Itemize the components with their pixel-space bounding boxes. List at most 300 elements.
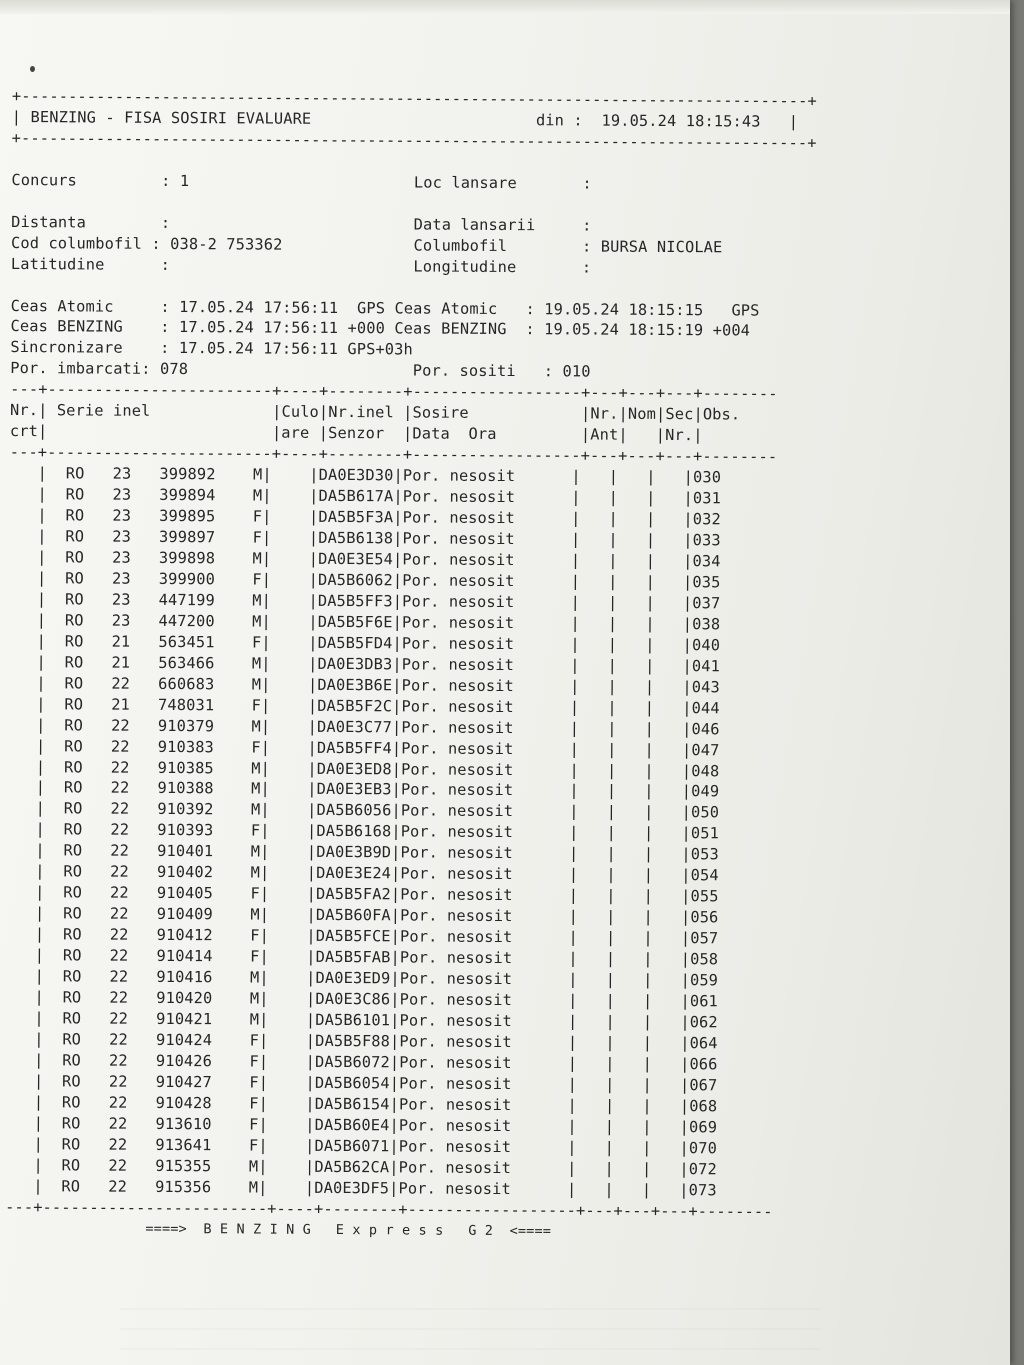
ring-year: 22: [109, 925, 129, 944]
arrival-status: Por. nesosit: [401, 676, 514, 695]
rule-text: [189, 172, 414, 191]
rule-text: [129, 863, 157, 881]
rule-text: [81, 1009, 109, 1027]
rule-text: [81, 967, 109, 985]
rule-text: | | | |: [513, 802, 692, 822]
rule-text: | | | |: [511, 1032, 690, 1053]
rule-text: :: [113, 297, 180, 316]
ring-number: 910427: [155, 1072, 212, 1092]
obs-number: 062: [689, 1013, 718, 1032]
sensor-id: DA5B617A: [318, 486, 394, 506]
rule-text: [82, 842, 110, 860]
sensor-id: DA0E3DF5: [314, 1178, 390, 1197]
rule-text: ---+------------------------+----+--------+------------------+---+---+---+--------: [5, 1197, 773, 1221]
rule-text: |: [309, 424, 329, 443]
rule-text: | |: [259, 989, 316, 1008]
arrival-status: Por. nesosit: [400, 885, 513, 905]
rule-text: [129, 779, 157, 797]
rule-text: |: [391, 843, 401, 862]
ring-number: 399900: [158, 569, 216, 589]
obs-number: 064: [689, 1034, 718, 1053]
rule-text: | |: [258, 1031, 316, 1050]
obs-number: 069: [689, 1117, 718, 1137]
sensor-id: DA5B60E4: [314, 1115, 390, 1135]
rule-text: ---+------------------------+----+--------+------------------+---+---+---+--------: [9, 443, 778, 466]
arrival-status: Por. nesosit: [398, 1095, 512, 1114]
obs-number: 040: [691, 635, 721, 655]
sex-code: F: [249, 1073, 259, 1092]
arrival-status: Por. nesosit: [399, 1074, 512, 1093]
paper-edge: [0, 0, 1010, 14]
rule-text: |: [389, 1178, 399, 1197]
rule-text: |: [6, 1029, 63, 1049]
sensor-id: DA0E3E24: [316, 864, 392, 883]
obs-number: 050: [690, 803, 720, 822]
rule-text: | | | |: [515, 488, 693, 508]
sensor-id: DA5B5FA2: [316, 885, 392, 904]
ring-number: 399892: [159, 465, 216, 484]
rule-text: [131, 465, 159, 483]
ring-year: 22: [110, 862, 129, 881]
rule-text: [83, 779, 111, 797]
rule-text: [215, 591, 253, 609]
sex-code: M: [251, 654, 262, 673]
rule-text: [81, 1093, 109, 1111]
clock-value: 19.05.24 18:15:15: [544, 299, 704, 319]
sex-code: M: [250, 800, 261, 819]
sex-code: F: [250, 821, 261, 840]
arrival-status: Por. nesosit: [402, 550, 515, 570]
rule-text: |: [11, 107, 31, 127]
ring-year: 22: [110, 800, 130, 819]
ring-country: RO: [63, 757, 83, 776]
rule-text: |: [693, 405, 703, 424]
rule-text: [84, 548, 112, 566]
ring-year: 22: [108, 1114, 128, 1133]
rule-text: | | | |: [513, 676, 692, 696]
ring-number: 910388: [157, 779, 214, 798]
ring-year: 23: [111, 611, 131, 630]
rule-text: [188, 360, 413, 379]
rule-text: [130, 653, 158, 671]
rule-text: [130, 716, 158, 734]
ring-number: 399897: [159, 527, 216, 547]
sensor-id: DA5B6168: [316, 822, 392, 841]
field-value: 1: [179, 171, 190, 190]
rule-text: | | | |: [513, 739, 692, 759]
rule-text: | | | |: [511, 1095, 690, 1115]
sex-code: F: [250, 884, 260, 903]
sex-code: M: [252, 486, 263, 505]
ring-year: 22: [110, 779, 130, 798]
arrival-status: Por. nesosit: [399, 1011, 512, 1031]
ring-year: 23: [112, 506, 132, 525]
rule-text: [127, 1114, 155, 1132]
rule-text: [131, 549, 159, 567]
rule-text: |: [7, 757, 65, 776]
rule-text: [214, 654, 252, 672]
rule-text: | |: [258, 1178, 315, 1197]
rule-text: [81, 1030, 109, 1048]
rule-text: | | | |: [514, 613, 693, 633]
rule-text: :: [497, 299, 545, 318]
rule-text: | |: [259, 863, 317, 883]
rule-text: |: [392, 676, 402, 695]
rule-text: [83, 632, 111, 650]
rule-text: |: [390, 969, 400, 988]
rule-text: [385, 299, 394, 317]
ring-number: 915356: [155, 1177, 212, 1196]
obs-number: 058: [690, 950, 719, 969]
rule-text: | |: [258, 1136, 315, 1155]
obs-number: 044: [691, 698, 720, 717]
rule-text: |: [389, 1053, 400, 1072]
rule-text: |: [38, 401, 57, 420]
sensor-id: DA0E3C86: [315, 989, 391, 1009]
rule-text: | | | |: [512, 970, 691, 990]
clock-suffix: GPS: [731, 300, 760, 320]
rule-text: | | | |: [514, 655, 692, 675]
rule-text: [129, 800, 157, 818]
rule-text: [213, 864, 251, 882]
rule-text: [130, 633, 158, 651]
rule-text: | |: [260, 842, 317, 862]
rule-text: [703, 301, 731, 319]
obs-number: 051: [690, 824, 720, 843]
rule-text: [84, 465, 112, 483]
rule-text: |: [7, 799, 64, 818]
rule-text: |: [618, 405, 628, 424]
ring-number: 910426: [155, 1051, 213, 1071]
rule-text: | | | |: [510, 1158, 689, 1178]
rule-text: | |: [258, 1073, 315, 1092]
obs-number: 035: [692, 573, 721, 592]
ring-country: RO: [62, 967, 82, 986]
arrival-status: Por. nesosit: [399, 1053, 512, 1072]
rule-text: |: [5, 1134, 62, 1153]
rule-text: [131, 507, 159, 525]
ring-year: 22: [108, 1156, 128, 1175]
field-value: BURSA NICOLAE: [600, 237, 723, 257]
rule-text: [213, 843, 251, 861]
rule-text: [214, 738, 252, 756]
rule-text: :: [142, 234, 171, 253]
rule-text: [213, 947, 251, 965]
ring-country: RO: [64, 674, 84, 693]
rule-text: [214, 801, 252, 819]
ring-country: RO: [61, 1093, 81, 1112]
rule-text: [385, 320, 394, 338]
rule-text: ---+------------------------+----+--------+------------------+---+---+---+--------: [10, 380, 778, 404]
rule-text: [127, 1177, 155, 1195]
ring-number: 563466: [158, 653, 215, 672]
clock-label: Ceas BENZING: [10, 317, 123, 337]
ring-number: 910405: [156, 884, 214, 903]
field-label: Concurs: [11, 170, 78, 190]
rule-text: [338, 340, 347, 358]
ring-country: RO: [65, 464, 85, 483]
rule-text: :: [516, 257, 601, 277]
rule-text: [11, 192, 20, 210]
obs-number: 041: [691, 656, 721, 676]
clock-suffix: +004: [712, 321, 751, 340]
rule-text: |: [6, 925, 64, 944]
sex-code: M: [251, 779, 261, 798]
rule-text: | | | |: [512, 949, 691, 969]
rule-text: [131, 591, 159, 609]
obs-number: 032: [692, 510, 721, 529]
arrival-status: Por. nesosit: [400, 864, 513, 884]
rule-text: |: [760, 112, 799, 131]
ring-year: 21: [111, 632, 131, 651]
ring-year: 22: [111, 674, 131, 693]
sensor-id: DA5B5FD4: [317, 633, 393, 653]
rule-text: |: [390, 1032, 400, 1051]
rule-text: [131, 570, 159, 588]
sex-code: F: [251, 738, 261, 757]
ring-number: 447200: [158, 611, 215, 631]
rule-text: | |: [260, 717, 318, 736]
rule-text: | |: [259, 926, 316, 945]
rule-text: :: [516, 173, 602, 193]
sex-code: M: [249, 968, 260, 987]
ring-year: 22: [110, 820, 130, 840]
rule-text: | | | |: [513, 760, 692, 780]
arrival-status: Por. nesosit: [401, 634, 515, 653]
arrival-status: Por. nesosit: [399, 969, 513, 989]
rule-text: [84, 590, 112, 608]
rule-text: | | | |: [513, 781, 692, 801]
rule-text: | | | |: [512, 865, 691, 885]
rule-text: |: [8, 589, 66, 609]
ring-year: 21: [111, 695, 131, 714]
ring-country: RO: [63, 820, 83, 839]
ring-country: RO: [62, 1030, 82, 1049]
rule-text: [212, 1052, 250, 1070]
rule-text: | |: [259, 1010, 316, 1029]
embarked-count: 078: [159, 360, 189, 379]
ring-country: RO: [64, 632, 84, 651]
sex-code: F: [250, 947, 260, 966]
rule-text: [212, 989, 250, 1007]
rule-text: [130, 695, 158, 713]
rule-text: [82, 905, 110, 923]
arrival-status: Por. nesosit: [402, 466, 516, 486]
sex-code: F: [249, 1115, 259, 1134]
sensor-id: DA5B5FAB: [315, 947, 391, 967]
ring-year: 22: [110, 841, 130, 861]
ring-number: 910383: [157, 737, 215, 756]
sex-code: M: [253, 465, 263, 484]
col-header: Data Ora: [412, 424, 497, 444]
ring-country: RO: [63, 799, 83, 818]
rule-text: [82, 863, 110, 881]
rule-text: :: [76, 171, 180, 190]
arrival-status: Por. nesosit: [400, 780, 514, 800]
rule-text: |: [393, 466, 403, 485]
ring-number: 910416: [156, 967, 213, 987]
rule-text: [214, 759, 252, 777]
rule-text: | | | |: [511, 1012, 690, 1032]
rule-text: [131, 486, 159, 504]
rule-text: | | | |: [514, 592, 693, 613]
ring-country: RO: [63, 883, 83, 902]
rule-text: [83, 737, 111, 755]
obs-number: 053: [690, 845, 719, 864]
obs-number: 033: [692, 531, 721, 550]
rule-text: |: [6, 967, 63, 986]
clock-value: 17.05.24 17:56:11: [178, 339, 339, 359]
rule-text: |: [392, 550, 403, 569]
rule-text: [128, 968, 156, 986]
rule-text: | | | |: [512, 907, 691, 927]
rule-text: :: [141, 360, 161, 379]
sensor-id: DA5B5F3A: [318, 507, 394, 527]
rule-text: |: [8, 652, 65, 672]
rule-text: [128, 989, 156, 1007]
rule-text: [82, 800, 110, 818]
rule-text: [213, 968, 251, 986]
ring-year: 22: [109, 1009, 129, 1028]
ring-country: RO: [61, 1176, 81, 1195]
rule-text: | |: [259, 968, 316, 987]
sex-code: M: [248, 1157, 259, 1176]
rule-text: |: [390, 906, 401, 925]
rule-text: [84, 569, 112, 587]
rule-text: |: [7, 841, 64, 860]
clock-value: 17.05.24 17:56:11: [179, 297, 339, 317]
rule-text: |: [392, 634, 402, 653]
sex-code: M: [252, 591, 262, 610]
rule-text: +------------------------------------------------------------------------------------+: [11, 86, 817, 110]
ring-year: 23: [112, 464, 132, 483]
rule-text: [84, 527, 112, 545]
arrival-status: Por. nesosit: [400, 927, 513, 947]
rule-text: :: [515, 362, 563, 381]
ring-number: 910428: [155, 1093, 212, 1112]
rule-text: [80, 1177, 108, 1195]
sensor-id: DA5B6056: [316, 801, 392, 820]
obs-number: 047: [691, 740, 720, 759]
ring-country: RO: [64, 715, 84, 735]
sex-code: M: [248, 1178, 259, 1197]
rule-text: | |: [261, 675, 318, 694]
rule-text: |: [389, 1116, 399, 1135]
ring-number: 910421: [156, 1009, 213, 1029]
ring-year: 23: [111, 569, 131, 588]
rule-text: [215, 507, 253, 525]
ring-year: 23: [112, 485, 132, 504]
col-header: Sec: [665, 405, 694, 424]
ring-number: 910412: [156, 926, 213, 945]
rule-text: [83, 758, 111, 776]
sex-code: M: [251, 675, 262, 694]
rule-text: +------------------------------------------------------------------------------------+: [11, 128, 817, 152]
rule-text: [179, 256, 413, 275]
rule-text: [80, 1135, 108, 1153]
ring-number: 910420: [156, 988, 213, 1008]
ink-dot: [30, 66, 35, 72]
rule-text: | | | |: [511, 1074, 690, 1094]
sensor-id: DA5B6071: [314, 1136, 390, 1155]
rule-text: |: [9, 547, 66, 567]
arrival-status: Por. nesosit: [402, 508, 516, 528]
clock-label: Ceas BENZING: [394, 319, 507, 339]
ring-number: 910392: [157, 800, 214, 819]
sex-code: F: [251, 696, 262, 715]
rule-text: |: [7, 736, 65, 755]
rule-text: | | | |: [512, 823, 691, 843]
rule-text: | | | |: [514, 530, 693, 550]
rule-text: [212, 1073, 250, 1091]
rule-text: | |: [260, 738, 318, 757]
sensor-id: DA5B5FF3: [317, 591, 393, 611]
rule-text: |: [392, 571, 403, 590]
ring-country: RO: [63, 841, 83, 860]
arrival-status: Por. nesosit: [400, 801, 514, 821]
ring-year: 22: [109, 1030, 128, 1049]
ring-year: 22: [109, 946, 129, 965]
obs-number: 066: [689, 1055, 718, 1074]
bleed-through: [120, 1290, 820, 1350]
obs-number: 030: [693, 468, 722, 487]
rule-text: |: [496, 425, 591, 444]
col-header: crt: [9, 422, 39, 441]
rule-text: | |: [259, 947, 316, 966]
rule-text: | | | |: [511, 1137, 690, 1157]
rule-text: [212, 1010, 250, 1028]
obs-number: 061: [689, 992, 719, 1011]
sensor-id: DA5B6062: [317, 570, 393, 590]
rule-text: |: [8, 694, 65, 713]
sensor-id: DA0E3B9D: [316, 843, 392, 862]
sensor-id: DA0E3DB3: [317, 654, 393, 674]
rule-text: [11, 150, 20, 168]
rule-text: [84, 611, 112, 629]
arrival-status: Por. nesosit: [402, 487, 516, 507]
rule-text: :: [122, 339, 179, 358]
ring-year: 22: [109, 904, 129, 923]
ring-year: 22: [108, 1072, 128, 1091]
rule-text: |: [389, 1074, 400, 1093]
rule-text: | |: [261, 654, 318, 673]
rule-text: [212, 1094, 250, 1112]
sensor-id: DA5B6072: [314, 1052, 390, 1072]
rule-text: | |: [260, 696, 318, 715]
sensor-id: DA5B6138: [318, 528, 394, 548]
sensor-id: DA0E3B6E: [317, 675, 393, 695]
field-label: Distanta: [11, 212, 87, 232]
rule-text: | |: [260, 779, 317, 799]
rule-text: [129, 905, 157, 923]
rule-text: | |: [260, 800, 317, 820]
rule-text: |: [393, 487, 403, 506]
rule-text: | |: [258, 1094, 315, 1113]
rule-text: |: [391, 759, 402, 778]
arrival-status: Por. nesosit: [400, 906, 513, 926]
rule-text: [215, 612, 253, 630]
clock-value: 19.05.24 18:15:19: [544, 320, 704, 340]
arrival-status: Por. nesosit: [401, 759, 514, 779]
clock-value: 17.05.24 17:56:11: [178, 318, 339, 338]
rule-text: | |: [262, 507, 319, 526]
rule-text: [82, 926, 110, 944]
rule-text: | | | |: [511, 991, 690, 1011]
rule-text: |: [655, 405, 666, 424]
rule-text: [128, 1073, 156, 1091]
sensor-id: DA0E3ED8: [316, 759, 392, 778]
rule-text: [82, 821, 110, 839]
